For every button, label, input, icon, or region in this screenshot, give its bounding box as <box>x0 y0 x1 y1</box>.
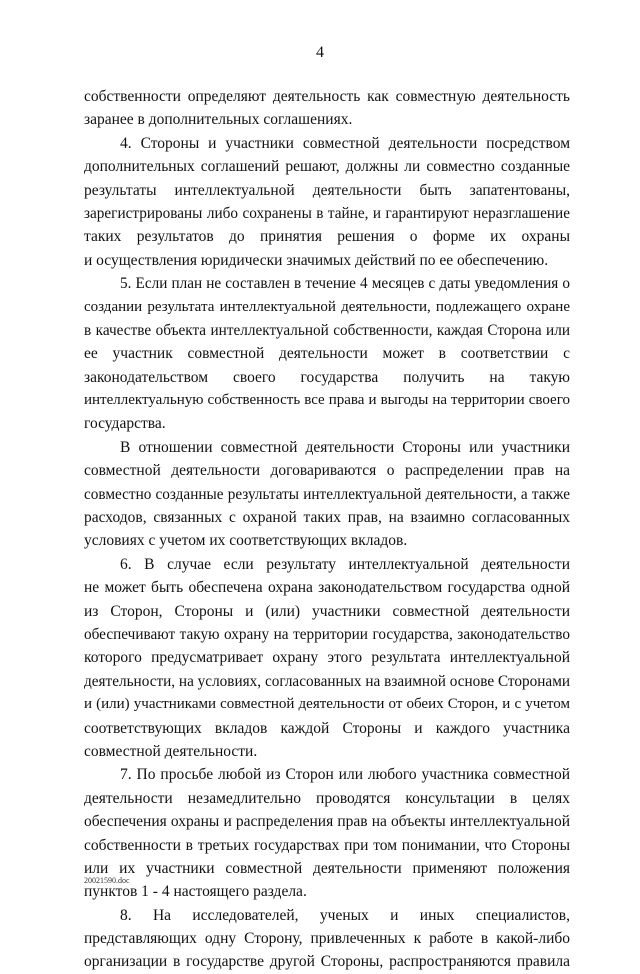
text-line: В отношении совместной деятельности Стороны или участники <box>120 438 570 456</box>
text-line: зарегистрированы либо сохранены в тайне, и гарантируют неразглашение <box>84 204 570 222</box>
text-line: ее участник совместной деятельности может в соответствии с <box>84 345 570 363</box>
text-line: из Сторон, Стороны и (или) участники совместной деятельности <box>84 602 570 620</box>
text-line: дополнительных соглашений решают, должны ли совместно созданные <box>84 158 570 176</box>
text-line: деятельности незамедлительно проводятся консультации в целях <box>84 789 570 807</box>
text-line: которого предусматривает охрану этого результата интеллектуальной <box>84 649 570 667</box>
text-line: совместной деятельности договариваются о распределении прав на <box>84 462 570 480</box>
text-line: условиях с учетом их соответствующих вкладов. <box>84 532 408 550</box>
text-line: 5. Если план не составлен в течение 4 месяцев с даты уведомления о <box>120 275 570 293</box>
text-line: пунктов 1 - 4 настоящего раздела. <box>84 883 307 901</box>
text-line: деятельности, на условиях, согласованных на взаимной основе Сторонами <box>84 672 570 690</box>
text-line: в качестве объекта интеллектуальной собственности, каждая Сторона или <box>84 321 570 339</box>
text-line: представляющих одну Сторону, привлеченных к работе в какой-либо <box>84 930 570 948</box>
text-line: интеллектуальную собственность все права и выгоды на территории своего <box>84 392 570 409</box>
text-line: государства. <box>84 415 166 433</box>
file-name-footer: 20021590.doc <box>84 876 130 885</box>
text-line: собственности в третьих государствах при том понимании, что Стороны <box>84 836 570 854</box>
text-line: 7. По просьбе любой из Сторон или любого участника совместной <box>120 766 570 784</box>
text-line: обеспечивают такую охрану на территории государства, законодательство <box>84 625 570 643</box>
text-line: не может быть обеспечена охрана законодательством государства одной <box>84 579 570 597</box>
text-line: или их участники совместной деятельности применяют положения <box>84 859 570 877</box>
text-line: результаты интеллектуальной деятельности быть запатентованы, <box>84 181 570 199</box>
document-body <box>84 85 570 974</box>
page-number: 4 <box>316 44 324 61</box>
text-line: 6. В случае если результату интеллектуальной деятельности <box>120 555 570 573</box>
text-line: организации в государстве другой Стороны, распространяются правила <box>84 953 570 971</box>
text-line: соответствующих вкладов каждой Стороны и каждого участника <box>84 719 570 737</box>
text-line: совместной деятельности. <box>84 742 258 760</box>
text-line: заранее в дополнительных соглашениях. <box>84 111 353 129</box>
text-line: собственности определяют деятельность как совместную деятельность <box>84 88 570 105</box>
text-line: таких результатов до принятия решения о форме их охраны <box>84 228 570 246</box>
text-line: обеспечения охраны и распределения прав на объекты интеллектуальной <box>84 813 570 831</box>
text-line: 4. Стороны и участники совместной деятельности посредством <box>120 134 570 152</box>
text-line: создании результата интеллектуальной деятельности, подлежащего охране <box>84 298 570 315</box>
text-line: и (или) участниками совместной деятельности от обеих Сторон, и с учетом <box>84 696 570 713</box>
text-line: 8. На исследователей, ученых и иных специалистов, <box>120 906 570 924</box>
text-line: и осуществления юридически значимых действий по ее обеспечению. <box>84 251 549 269</box>
text-line: расходов, связанных с охраной таких прав, на взаимно согласованных <box>84 509 570 527</box>
text-line: законодательством своего государства получить на такую <box>84 368 570 386</box>
text-line: совместно созданные результаты интеллектуальной деятельности, а также <box>84 485 570 503</box>
